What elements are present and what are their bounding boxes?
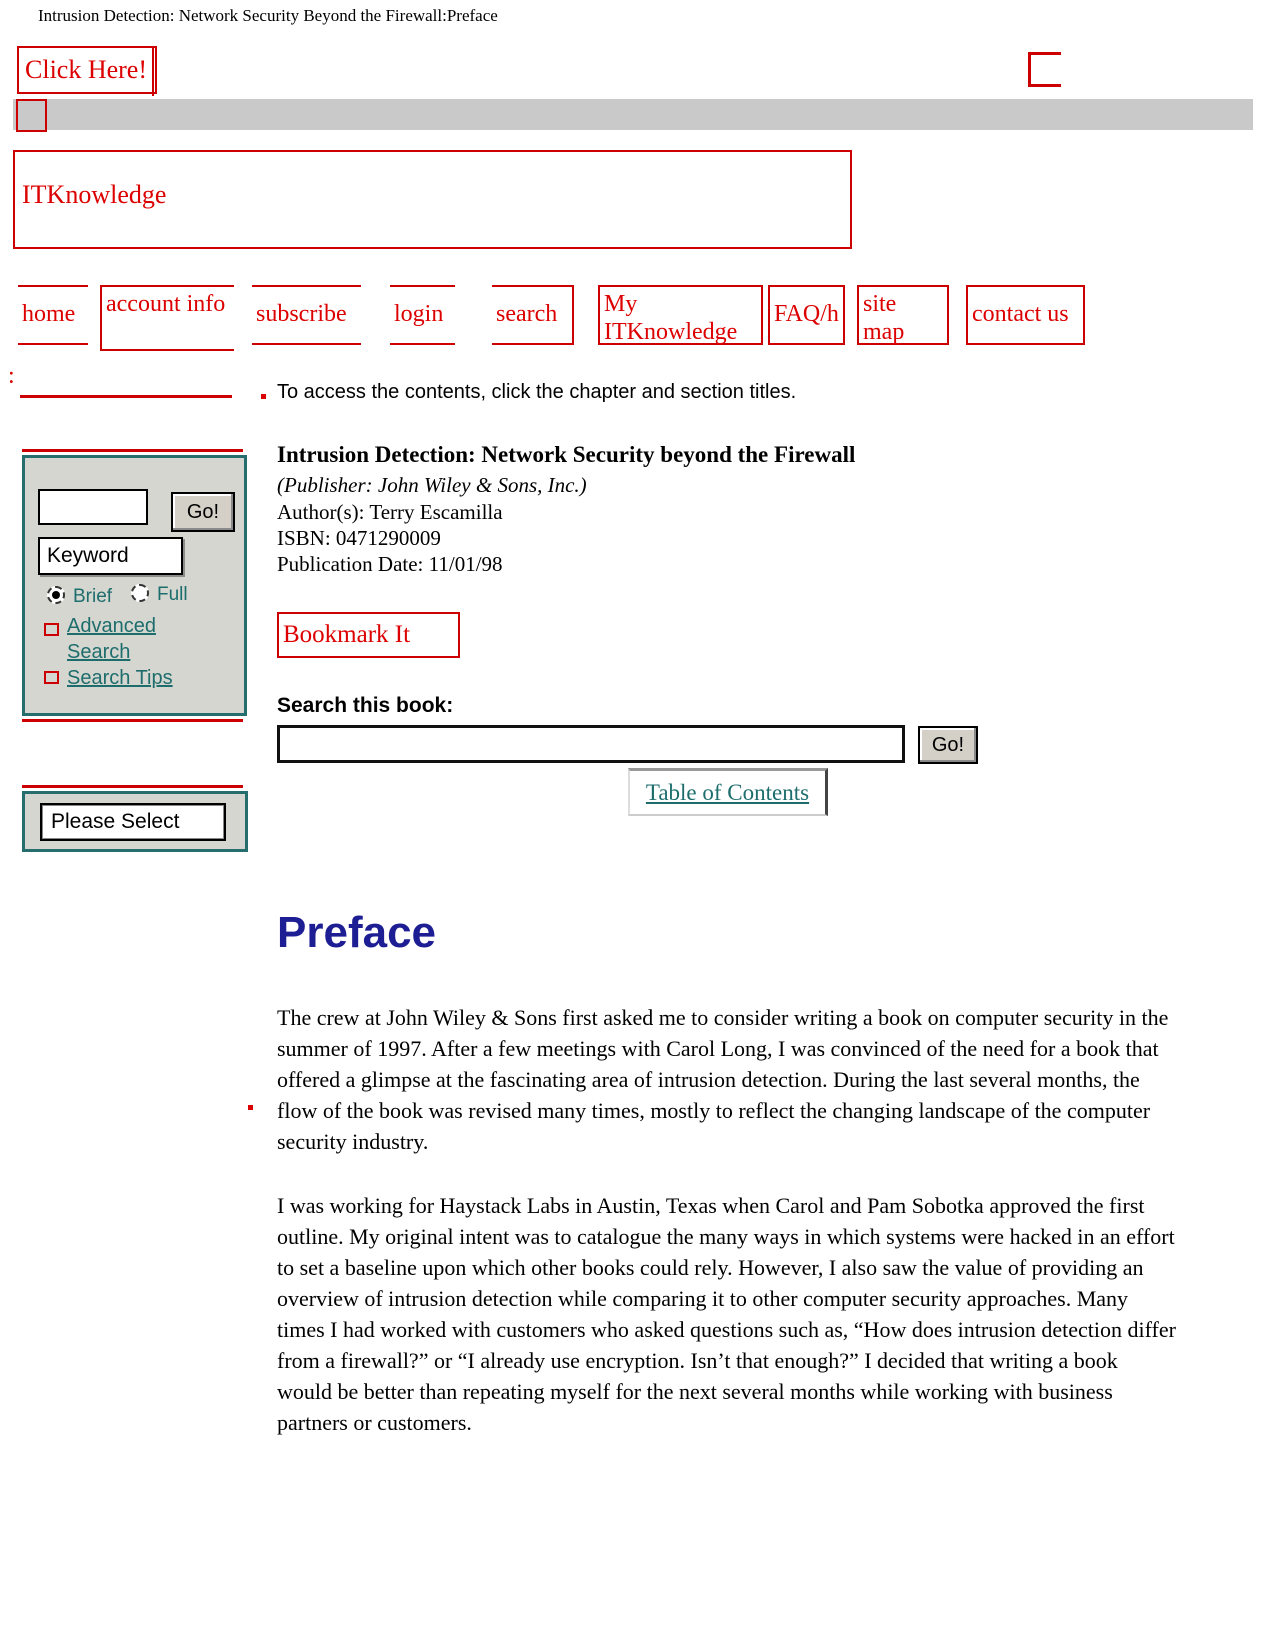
nav-item-label: login (394, 301, 444, 328)
broken-image-icon (1028, 52, 1061, 87)
nav-item-label: contact us (972, 301, 1069, 328)
click-here-link[interactable] (17, 46, 157, 94)
search-book-go-button[interactable] (918, 726, 978, 764)
nav-item-label: subscribe (256, 301, 347, 328)
broken-image-icon (16, 99, 47, 132)
nav-item-login[interactable] (390, 285, 455, 345)
preface-paragraph: I was working for Haystack Labs in Austin, Texas when Carol and Pam Sobotka approved the first outline. My original intent was to catalogue the many ways in which systems were hacked in an effort to set a baseline upon which other books could rely. However, I also saw the value of providing an overview of intrusion detection while comparing it to other computer security approaches. Many times I had worked with customers who asked questions such as, “How does intrusion detection differ from a firewall?” or “I already use encryption. Isn’t that enough?” I decided that writing a book would be better than repeating myself for the next several months while working with business partners or customers. (277, 1193, 1176, 1435)
keyword-select[interactable] (38, 537, 183, 575)
nav-item-home[interactable] (18, 285, 88, 345)
itknowledge-logo-text[interactable]: ITKnowledge (22, 180, 167, 209)
instruction-text: To access the contents, click the chapter and section titles. (277, 381, 797, 403)
sidebar-search-panel (22, 455, 247, 716)
divider-line (22, 449, 243, 452)
book-publication-date: Publication Date: 11/01/98 (277, 552, 503, 576)
divider-line (22, 785, 243, 788)
book-title: Intrusion Detection: Network Security beyond the Firewall (277, 442, 856, 467)
broken-image-icon (44, 671, 59, 684)
search-book-label: Search this book: (277, 694, 454, 717)
nav-item-label: site map (863, 291, 905, 345)
broken-border-line (152, 48, 154, 96)
brief-radio-label: Brief (73, 586, 113, 607)
click-here-label: Click Here! (25, 55, 148, 84)
page-title: Intrusion Detection: Network Security Beyond the Firewall:Preface (38, 6, 498, 25)
divider-line (20, 395, 232, 398)
please-select-dropdown[interactable] (40, 803, 226, 841)
nav-item-my-itknowledge[interactable] (598, 285, 763, 345)
bookmark-it-link[interactable] (277, 612, 460, 658)
table-of-contents-link[interactable]: Table of Contents (645, 779, 810, 805)
go-button-label: Go! (186, 500, 220, 523)
stray-dot (261, 394, 266, 399)
preface-paragraph: The crew at John Wiley & Sons first asked me to consider writing a book on computer security in the summer of 1997. After a few meetings with Carol Long, I was convinced of the need for a book that offered a glimpse at the fascinating area of intrusion detection. During the last several months, the flow of the book was revised many times, mostly to reflect the changing landscape of the computer security industry. (277, 1005, 1169, 1154)
stray-dot (248, 1105, 253, 1110)
book-isbn: ISBN: 0471290009 (277, 526, 441, 550)
top-gray-bar (13, 99, 1253, 130)
book-authors: Author(s): Terry Escamilla (277, 500, 503, 524)
bookmark-it-label: Bookmark It (283, 621, 411, 648)
full-radio[interactable] (131, 584, 149, 602)
nav-item-site-map[interactable] (857, 285, 949, 345)
broken-image-icon (44, 623, 59, 636)
sidebar-go-button[interactable] (171, 492, 235, 532)
search-book-input[interactable] (277, 725, 905, 763)
nav-item-search[interactable] (492, 285, 574, 345)
table-of-contents-box (628, 768, 828, 816)
nav-item-contact-us[interactable] (966, 285, 1085, 345)
brief-radio[interactable] (47, 586, 65, 604)
nav-item-label: search (496, 301, 558, 328)
search-tips-link[interactable]: Search Tips (67, 667, 173, 689)
sidebar-colon: : (8, 363, 15, 389)
sidebar-browse-panel (22, 791, 248, 852)
book-publisher: (Publisher: John Wiley & Sons, Inc.) (277, 473, 587, 497)
nav-item-account-info[interactable] (100, 285, 234, 351)
sidebar-search-input[interactable] (38, 489, 148, 525)
divider-line (22, 719, 243, 722)
nav-item-faq-help[interactable] (768, 285, 845, 345)
keyword-select-value: Keyword (47, 544, 129, 567)
full-radio-label: Full (157, 584, 188, 605)
nav-item-label: account info (106, 291, 226, 317)
preface-heading: Preface (277, 908, 437, 957)
nav-item-subscribe[interactable] (252, 285, 361, 345)
go-button-label: Go! (931, 733, 965, 756)
nav-item-label: My ITKnowledge (604, 291, 738, 345)
nav-item-label: FAQ/h (774, 301, 839, 328)
nav-item-label: home (22, 301, 76, 328)
advanced-search-link[interactable]: Advanced Search (67, 615, 156, 663)
please-select-value: Please Select (51, 810, 180, 833)
